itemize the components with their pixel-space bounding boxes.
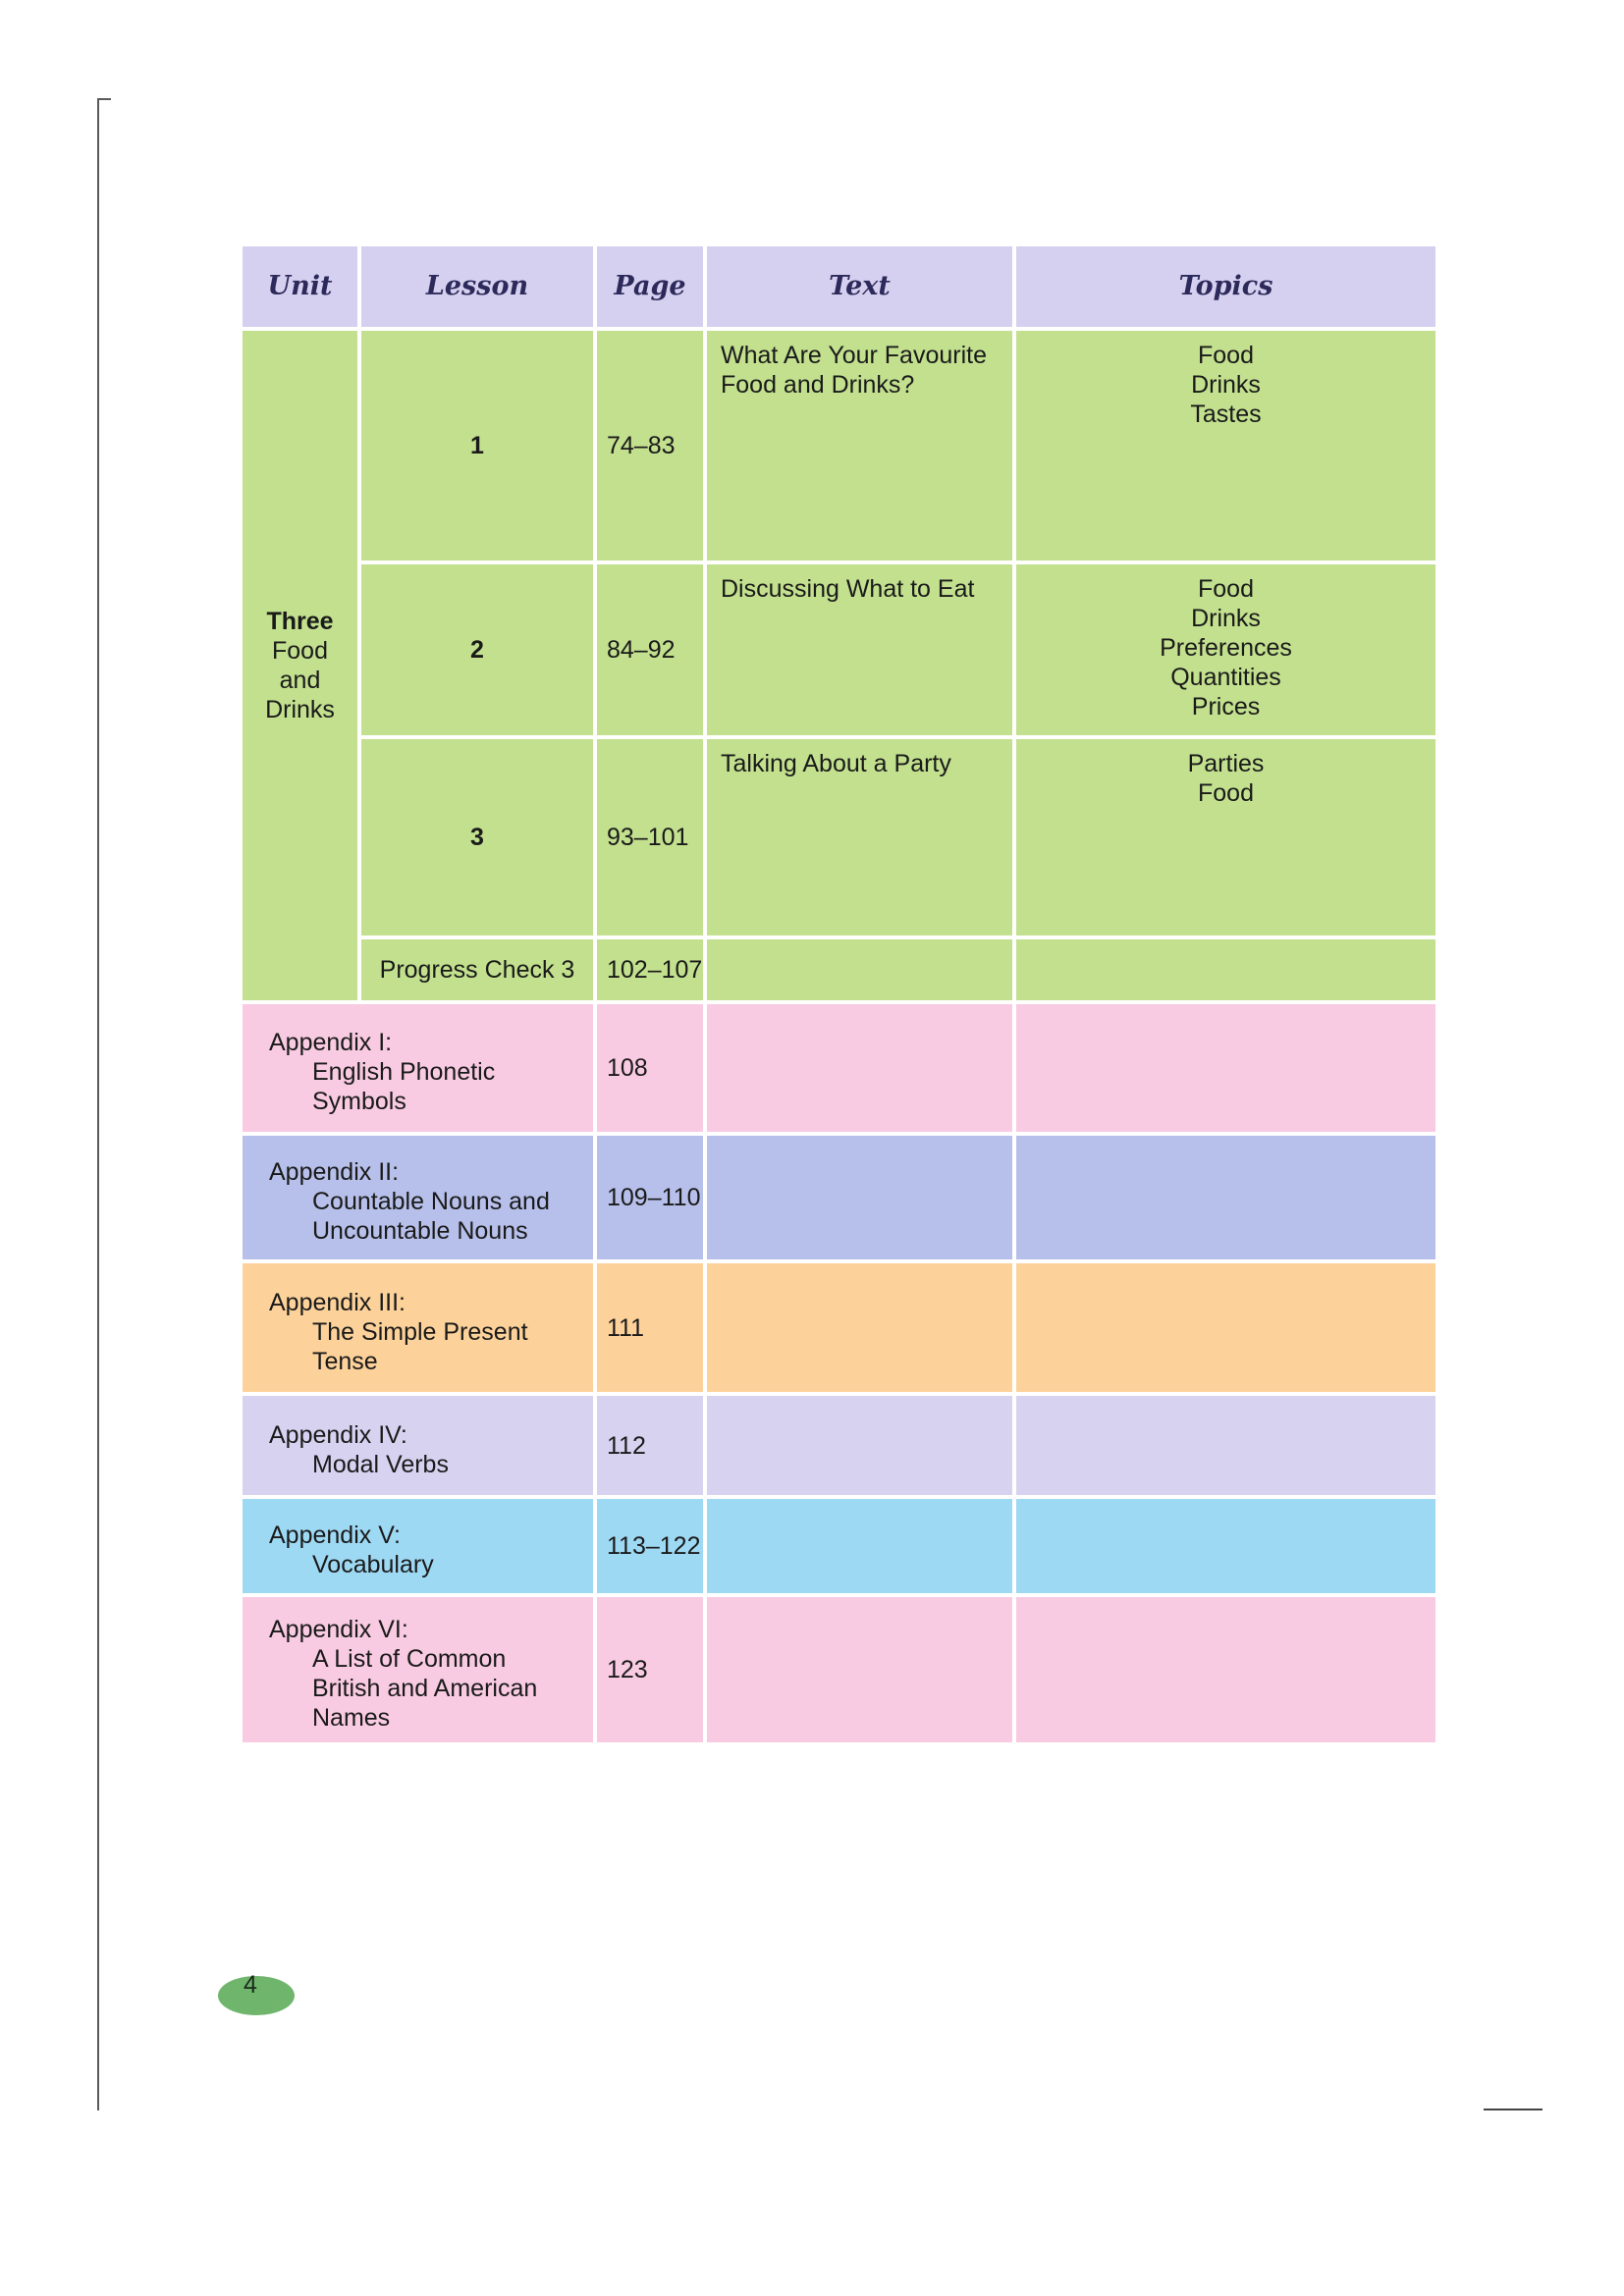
appendix-title: Appendix VI:: [269, 1616, 408, 1643]
lesson-row-3: [241, 737, 1437, 937]
topic: Preferences: [1160, 634, 1292, 662]
appendix-page: 109–110: [595, 1134, 705, 1261]
appendix-subtitle-line: Names: [312, 1704, 391, 1732]
lesson-number: 2: [359, 562, 595, 737]
topic: Food: [1198, 342, 1254, 369]
appendix-subtitle-line: Uncountable Nouns: [312, 1217, 528, 1245]
appendix-title: Appendix III:: [269, 1288, 406, 1316]
appendix-row: [241, 1002, 1437, 1134]
header-page: Page: [595, 244, 705, 329]
progress-check-label: Progress Check 3: [359, 937, 595, 1002]
appendix-label: [241, 1497, 595, 1595]
appendix-label: [241, 1394, 595, 1497]
empty-cell: [705, 1134, 1014, 1261]
header-text: Text: [705, 244, 1014, 329]
topic: Food: [1198, 779, 1254, 807]
appendix-subtitle-line: A List of Common: [312, 1645, 507, 1673]
appendix-label: [241, 1261, 595, 1394]
unit-name-line: and: [279, 667, 321, 694]
appendix-page: 123: [595, 1595, 705, 1744]
unit-name-line: Food: [272, 637, 328, 665]
appendix-label: [241, 1002, 595, 1134]
appendix-subtitle-line: Vocabulary: [312, 1551, 434, 1578]
topic: Parties: [1187, 750, 1265, 777]
empty-cell: [1014, 1394, 1437, 1497]
header-row: [241, 244, 1437, 329]
topic: Drinks: [1191, 605, 1261, 632]
appendix-title: Appendix I:: [269, 1029, 393, 1056]
appendix-row: [241, 1261, 1437, 1394]
lesson-topics: [1014, 737, 1437, 937]
lesson-page: 74–83: [595, 329, 705, 562]
progress-check-row: [241, 937, 1437, 1002]
lesson-page: 84–92: [595, 562, 705, 737]
lesson-row-2: [241, 562, 1437, 737]
appendix-row: [241, 1595, 1437, 1744]
appendix-row: [241, 1394, 1437, 1497]
empty-cell: [1014, 1497, 1437, 1595]
appendix-subtitle-line: Countable Nouns and: [312, 1188, 550, 1215]
lesson-text: Discussing What to Eat: [705, 562, 1014, 737]
lesson-number: 3: [359, 737, 595, 937]
empty-cell: [705, 1497, 1014, 1595]
topic: Prices: [1191, 693, 1261, 721]
lesson-text: What Are Your Favourite Food and Drinks?: [705, 329, 1014, 562]
appendix-subtitle-line: English Phonetic: [312, 1058, 496, 1086]
scan-bottom-right-mark: [1484, 2109, 1543, 2110]
appendix-subtitle-line: Symbols: [312, 1088, 406, 1115]
scan-corner-mark: [99, 98, 111, 100]
empty-cell: [705, 937, 1014, 1002]
empty-cell: [1014, 1261, 1437, 1394]
appendix-subtitle-line: Tense: [312, 1347, 378, 1375]
lesson-text: Talking About a Party: [705, 737, 1014, 937]
lesson-topics: [1014, 562, 1437, 737]
lesson-page: 93–101: [595, 737, 705, 937]
header-unit: Unit: [241, 244, 359, 329]
appendix-page: 111: [595, 1261, 705, 1394]
appendix-subtitle-line: British and American: [312, 1675, 538, 1702]
progress-check-page: 102–107: [595, 937, 705, 1002]
appendix-label: [241, 1134, 595, 1261]
page-number: 4: [244, 1971, 257, 1999]
unit-name-line: Drinks: [265, 696, 335, 723]
appendix-label: [241, 1595, 595, 1744]
appendix-row: [241, 1134, 1437, 1261]
lesson-topics: [1014, 329, 1437, 562]
empty-cell: [705, 1261, 1014, 1394]
appendix-subtitle-line: The Simple Present: [312, 1317, 528, 1346]
lesson-number: 1: [359, 329, 595, 562]
empty-cell: [1014, 1002, 1437, 1134]
empty-cell: [1014, 1595, 1437, 1744]
empty-cell: [1014, 937, 1437, 1002]
topic: Tastes: [1190, 400, 1262, 428]
header-lesson: Lesson: [359, 244, 595, 329]
appendix-row: [241, 1497, 1437, 1595]
unit-cell: [241, 329, 359, 1002]
lesson-row-1: [241, 329, 1437, 562]
unit-number: Three: [266, 608, 334, 635]
appendix-subtitle-line: Modal Verbs: [312, 1450, 449, 1478]
empty-cell: [705, 1394, 1014, 1497]
appendix-page: 108: [595, 1002, 705, 1134]
topic: Quantities: [1170, 664, 1281, 691]
topic: Drinks: [1191, 371, 1261, 399]
contents-table: [239, 242, 1439, 1746]
appendix-title: Appendix II:: [269, 1158, 400, 1186]
scan-left-edge: [97, 98, 99, 2110]
appendix-title: Appendix IV:: [269, 1420, 407, 1449]
topic: Food: [1198, 575, 1254, 603]
header-topics: Topics: [1014, 244, 1437, 329]
appendix-title: Appendix V:: [269, 1522, 401, 1549]
empty-cell: [705, 1595, 1014, 1744]
empty-cell: [1014, 1134, 1437, 1261]
empty-cell: [705, 1002, 1014, 1134]
appendix-page: 113–122: [595, 1497, 705, 1595]
appendix-page: 112: [595, 1394, 705, 1497]
